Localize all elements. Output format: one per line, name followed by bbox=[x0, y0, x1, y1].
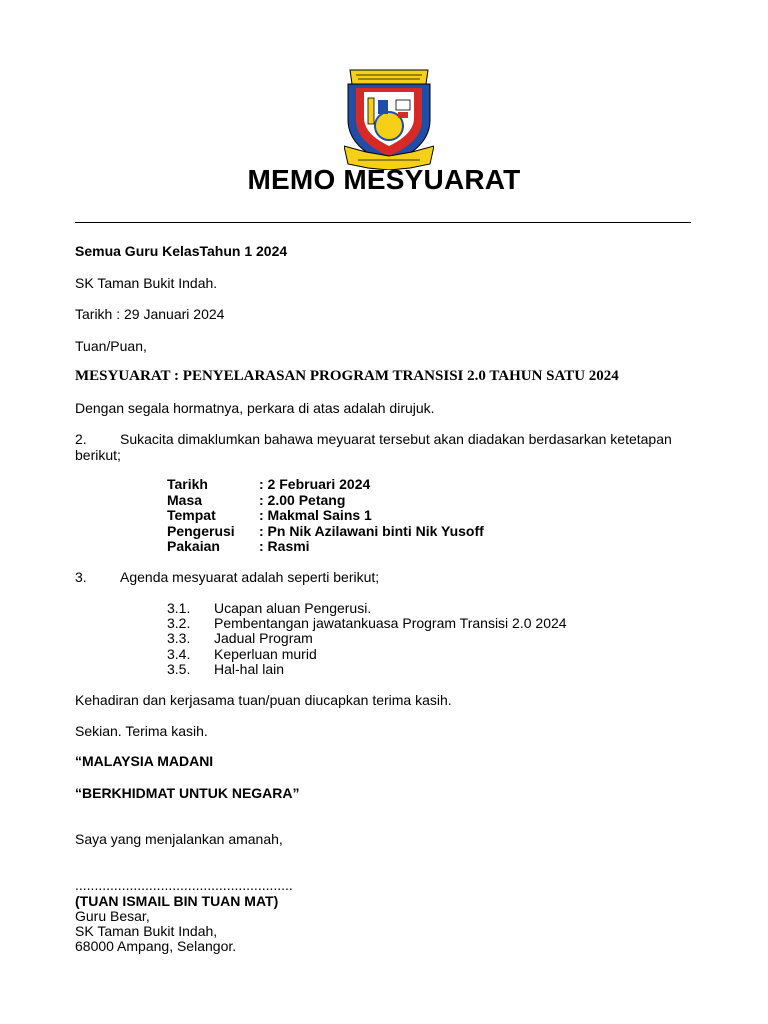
sekian-line: Sekian. Terima kasih. bbox=[75, 723, 208, 739]
school-name: SK Taman Bukit Indah. bbox=[75, 275, 218, 291]
detail-label: Pakaian bbox=[167, 538, 220, 554]
detail-value: : 2 Februari 2024 bbox=[259, 476, 371, 492]
agenda-item: Jadual Program bbox=[214, 630, 313, 646]
thanks-line: Kehadiran dan kerjasama tuan/puan diucapkan terima kasih. bbox=[75, 692, 452, 708]
memo-title: MEMO MESYUARAT bbox=[247, 164, 521, 195]
signatory-position: Guru Besar, bbox=[75, 908, 150, 924]
para2-number: 2. bbox=[75, 431, 87, 447]
agenda-item: Keperluan murid bbox=[214, 646, 317, 662]
agenda-item: Ucapan aluan Pengerusi. bbox=[214, 600, 372, 616]
agenda-number: 3.1. bbox=[167, 600, 191, 616]
agenda-item: Hal-hal lain bbox=[214, 661, 285, 677]
signatory-school: SK Taman Bukit Indah, bbox=[75, 923, 218, 939]
detail-value: : Pn Nik Azilawani binti Nik Yusoff bbox=[259, 523, 484, 539]
motto-berkhidmat: “BERKHIDMAT UNTUK NEGARA” bbox=[75, 785, 300, 801]
para3-number: 3. bbox=[75, 569, 87, 585]
agenda-number: 3.2. bbox=[167, 615, 191, 631]
para2-text-cont: berikut; bbox=[75, 447, 121, 463]
salutation: Tuan/Puan, bbox=[75, 338, 147, 354]
agenda-number: 3.5. bbox=[167, 661, 191, 677]
para2-text: Sukacita dimaklumkan bahawa meyuarat tersebut akan diadakan berdasarkan ketetapan bbox=[120, 431, 672, 447]
recipient-line: Semua Guru KelasTahun 1 2024 bbox=[75, 243, 288, 259]
memo-subject: MESYUARAT : PENYELARASAN PROGRAM TRANSISI 2.0 TAHUN SATU 2024 bbox=[75, 368, 619, 384]
school-crest-logo bbox=[344, 68, 434, 170]
signatory-address: 68000 Ampang, Selangor. bbox=[75, 938, 237, 954]
amanah-line: Saya yang menjalankan amanah, bbox=[75, 831, 283, 847]
intro-paragraph: Dengan segala hormatnya, perkara di atas adalah dirujuk. bbox=[75, 400, 435, 416]
detail-label: Tempat bbox=[167, 507, 216, 523]
para3-text: Agenda mesyuarat adalah seperti berikut; bbox=[120, 569, 380, 585]
detail-value: : Rasmi bbox=[259, 538, 310, 554]
signature-line: ........................................................ bbox=[75, 877, 293, 893]
detail-value: : 2.00 Petang bbox=[259, 492, 346, 508]
agenda-item: Pembentangan jawatankuasa Program Transisi 2.0 2024 bbox=[214, 615, 567, 631]
title-divider bbox=[75, 222, 691, 223]
motto-madani: “MALAYSIA MADANI bbox=[75, 753, 214, 769]
agenda-number: 3.3. bbox=[167, 630, 191, 646]
agenda-number: 3.4. bbox=[167, 646, 191, 662]
memo-date: Tarikh : 29 Januari 2024 bbox=[75, 306, 225, 322]
detail-label: Masa bbox=[167, 492, 203, 508]
signatory-name: (TUAN ISMAIL BIN TUAN MAT) bbox=[75, 893, 279, 909]
detail-value: : Makmal Sains 1 bbox=[259, 507, 372, 523]
detail-label: Pengerusi bbox=[167, 523, 235, 539]
detail-label: Tarikh bbox=[167, 476, 208, 492]
